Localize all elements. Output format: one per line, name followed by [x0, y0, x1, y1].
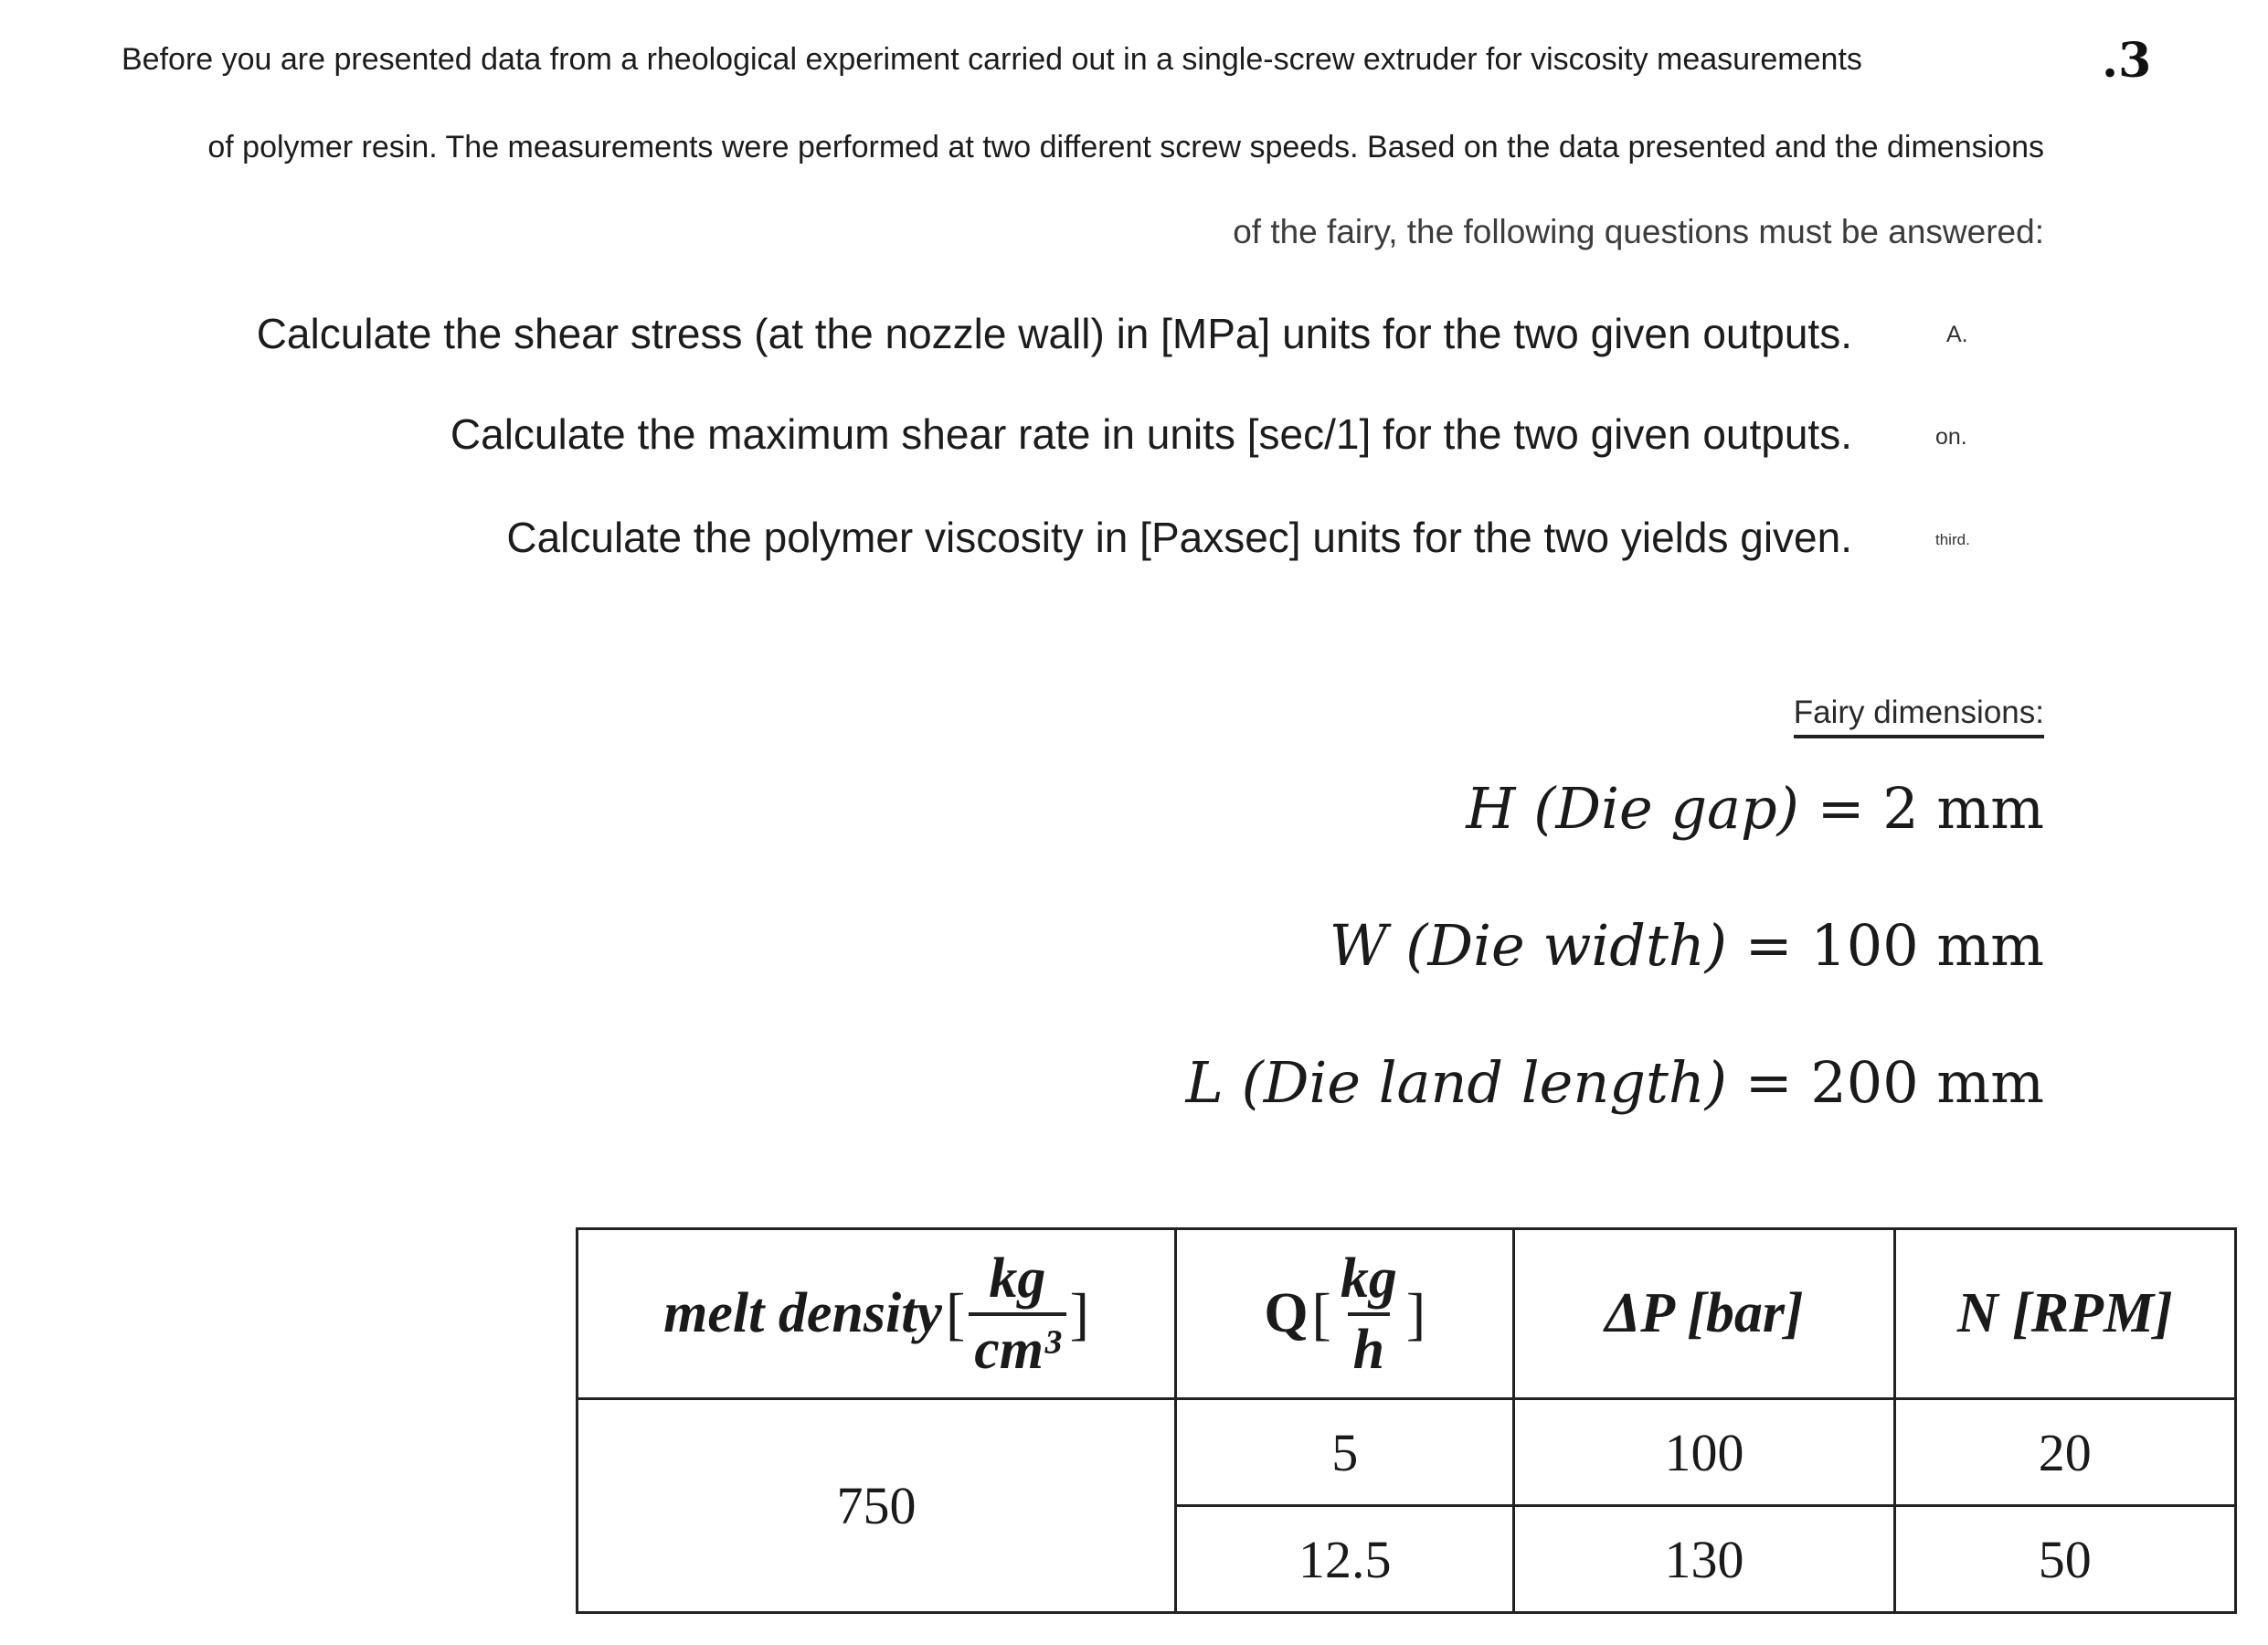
- question-b-marker: on.: [1935, 424, 1967, 450]
- table-row: [578, 1399, 2236, 1506]
- header-melt-density-denominator: cm³: [969, 1312, 1065, 1378]
- dimension-l-value: = 200 mm: [1744, 1049, 2044, 1116]
- cell-melt-density: 750: [578, 1399, 1176, 1613]
- data-table: [576, 1227, 2237, 1614]
- question-c-marker: third.: [1935, 531, 1970, 548]
- intro-line-3: of the fairy, the following questions must be answered:: [1233, 213, 2044, 250]
- header-melt-density: melt density [ $\frac{kg}{\text{cm³}}$ ]: [578, 1229, 1176, 1399]
- question-b: Calculate the maximum shear rate in units [sec/1] for the two given outputs.: [450, 410, 1852, 458]
- dimension-h-value: = 2 mm: [1817, 775, 2044, 842]
- question-a-marker: A.: [1946, 322, 1968, 347]
- cell-n: 50: [1894, 1506, 2235, 1613]
- dimension-w: [1330, 912, 2044, 979]
- intro-line-2: of polymer resin. The measurements were performed at two different screw speeds. Based on the data presented and the dimensions: [207, 130, 2044, 164]
- dimensions-title: Fairy dimensions:: [1794, 695, 2044, 738]
- dimension-h: [1466, 775, 2044, 842]
- question-a: Calculate the shear stress (at the nozzle wall) in [MPa] units for the two given outputs.: [256, 310, 1852, 357]
- header-q-denominator: h: [1348, 1312, 1390, 1378]
- dimension-h-symbol: H: [1466, 775, 1516, 842]
- cell-delta-p: 130: [1514, 1506, 1894, 1613]
- question-number: .3: [2102, 33, 2152, 89]
- header-q: Q [ $\frac{kg}{h}$ ]: [1176, 1229, 1514, 1399]
- header-melt-density-label: melt density: [663, 1282, 942, 1344]
- header-n: N [RPM]: [1894, 1229, 2235, 1399]
- cell-n: 20: [1894, 1399, 2235, 1506]
- dimension-w-value: = 100 mm: [1744, 912, 2044, 979]
- header-q-numerator: kg: [1340, 1247, 1397, 1310]
- dimension-w-label: (Die width): [1405, 912, 1727, 979]
- cell-q: 5: [1176, 1399, 1514, 1506]
- dimension-l: [1186, 1049, 2044, 1116]
- header-q-label: Q: [1264, 1282, 1309, 1344]
- cell-delta-p: 100: [1514, 1399, 1894, 1506]
- question-c: Calculate the polymer viscosity in [Paxsec] units for the two yields given.: [506, 514, 1852, 561]
- header-delta-p: ΔP [bar]: [1514, 1229, 1894, 1399]
- intro-line-1: Before you are presented data from a rheological experiment carried out in a single-screw extruder for viscosity measurements: [122, 42, 1862, 77]
- dimension-l-symbol: L: [1185, 1049, 1224, 1116]
- dimension-w-symbol: W: [1329, 912, 1388, 979]
- table-header-row: [578, 1229, 2236, 1399]
- dimension-l-label: (Die land length): [1241, 1049, 1727, 1116]
- dimension-h-label: (Die gap): [1533, 775, 1799, 842]
- cell-q: 12.5: [1176, 1506, 1514, 1613]
- header-melt-density-numerator: kg: [989, 1247, 1046, 1310]
